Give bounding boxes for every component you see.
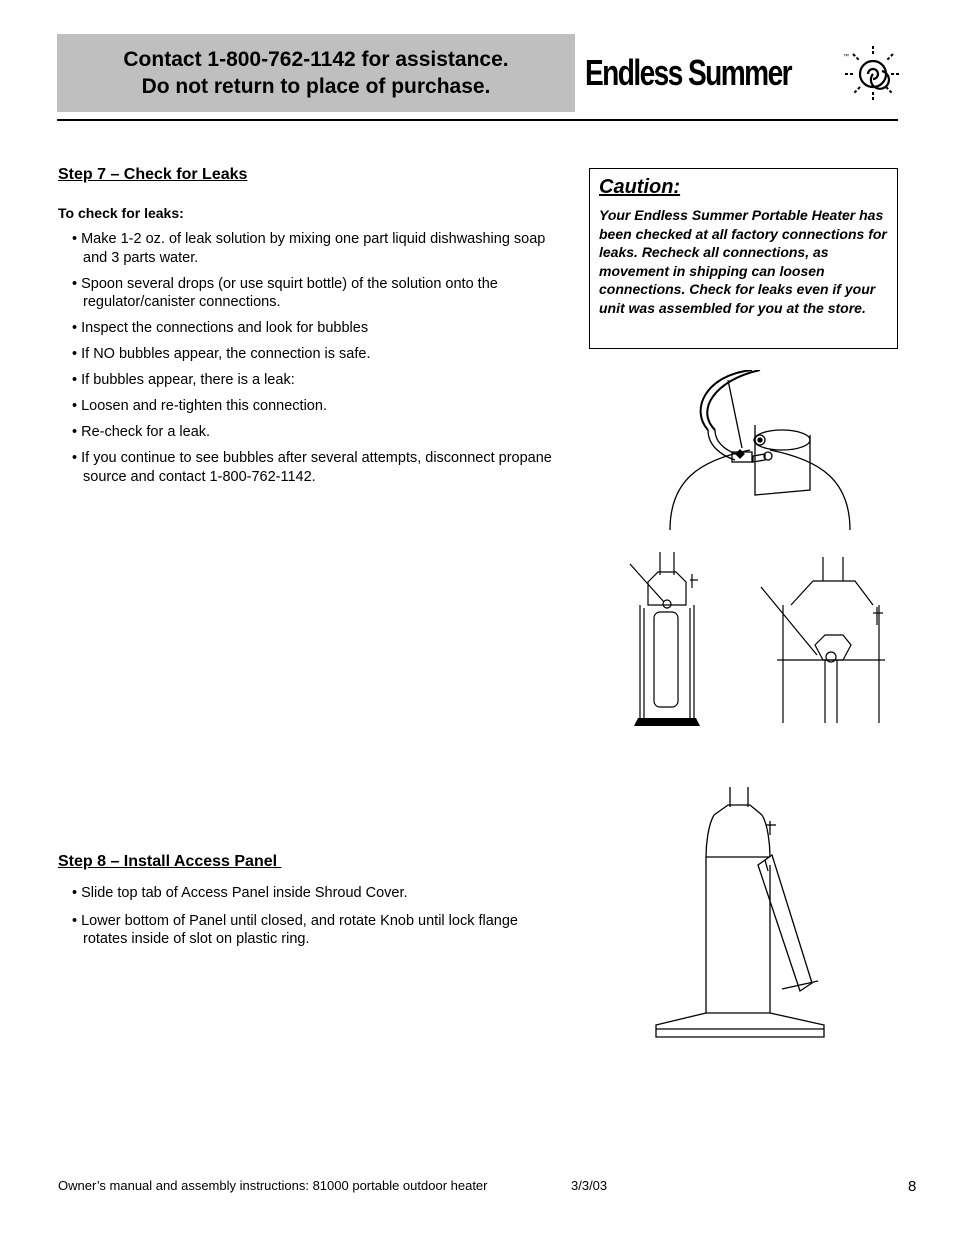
page-number: 8 [908,1178,917,1195]
endless-summer-logo [585,50,905,105]
list-item: • Re-check for a leak. [72,424,211,440]
access-panel-installation-illustration [650,785,830,1043]
caution-body: Your Endless Summer Portable Heater has been checked at all factory connections for leaks. Recheck all connections, as movement in shipping can loosen connections. Check for leaks even if your unit was assembled for you at the store. [599,207,887,316]
list-item: • If NO bubbles appear, the connection is safe. [72,346,371,362]
caution-box [589,168,898,349]
propane-tank-regulator-illustration [660,370,860,535]
footer-date: 3/3/03 [571,1178,608,1193]
contact-line-1: Contact 1-800-762-1142 for assistance. [123,48,509,71]
list-item: • Slide top tab of Access Panel inside Shroud Cover. [72,885,408,901]
list-item: • Loosen and re-tighten this connection. [72,398,327,414]
list-item: • If you continue to see bubbles after several attempts, disconnect propane source and contact 1-800-762-1142. [72,450,552,485]
step-7-bullet-list [72,230,562,494]
step-7-heading: Step 7 – Check for Leaks [58,166,248,183]
step-8-heading: Step 8 – Install Access Panel [58,853,282,870]
logo-trademark: ™ [843,54,849,60]
caution-title: Caution: [599,176,681,198]
contact-banner [57,34,575,112]
list-item: • Spoon several drops (or use squirt bottle) of the solution onto the regulator/canister connections. [72,275,498,310]
heater-regulator-left-illustration [620,550,710,730]
heater-regulator-right-illustration [755,555,890,730]
contact-line-2: Do not return to place of purchase. [141,75,491,98]
step-7-subheading: To check for leaks: [58,205,184,221]
sun-logo-icon [843,44,903,104]
footer-manual-title: Owner’s manual and assembly instructions: 81000 portable outdoor heater [58,1178,488,1193]
list-item: • If bubbles appear, there is a leak: [72,372,295,388]
step-8-bullet-list [72,884,562,956]
header-rule [57,119,898,121]
list-item: • Inspect the connections and look for bubbles [72,320,369,336]
logo-text: Endless Summer [585,52,792,93]
list-item: • Lower bottom of Panel until closed, and rotate Knob until lock flange rotates inside of slot on plastic ring. [72,912,518,947]
list-item: • Make 1-2 oz. of leak solution by mixing one part liquid dishwashing soap and 3 parts water. [72,231,546,266]
